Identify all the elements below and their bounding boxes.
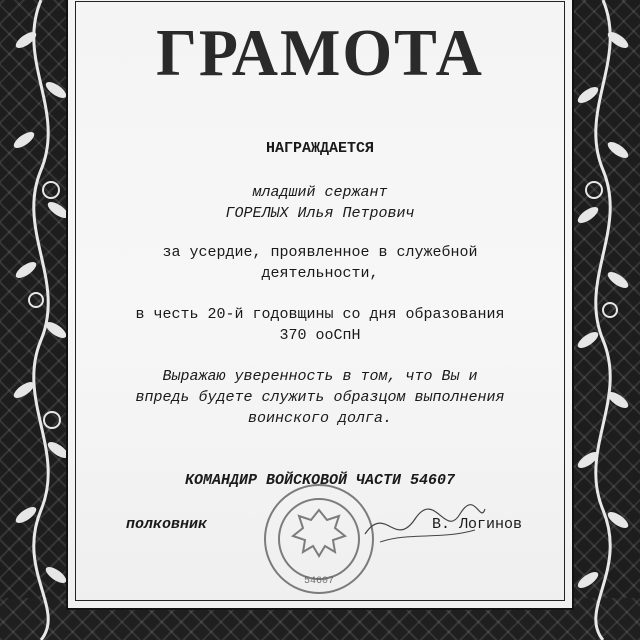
recipient-rank: младший сержант: [252, 184, 388, 201]
stamp-number: 54607: [303, 576, 335, 587]
vine-ornament-right: [570, 0, 636, 640]
signer-name: В. Логинов: [431, 516, 522, 533]
occasion-line-2: 370 ооСпН: [279, 327, 361, 344]
awarded-label: НАГРАЖДАЕТСЯ: [265, 140, 375, 157]
handwritten-signature: [360, 494, 490, 554]
occasion-line-1: в честь 20-й годовщины со дня образования: [135, 306, 505, 323]
reason-line-1: за усердие, проявленное в служебной: [162, 244, 478, 261]
wish-line-2: впредь будете служить образцом выполнения: [135, 389, 505, 406]
certificate-title: ГРАМОТА: [156, 15, 484, 90]
certificate-sheet: [66, 0, 574, 610]
recipient-name: ГОРЕЛЫХ Илья Петрович: [225, 205, 415, 222]
reason-line-2: деятельности,: [261, 265, 379, 282]
commander-line: КОМАНДИР ВОЙСКОВОЙ ЧАСТИ 54607: [184, 472, 456, 489]
wish-line-1: Выражаю уверенность в том, что Вы и: [162, 368, 478, 385]
signer-rank: полковник: [126, 516, 208, 533]
wish-line-3: воинского долга.: [247, 410, 393, 427]
